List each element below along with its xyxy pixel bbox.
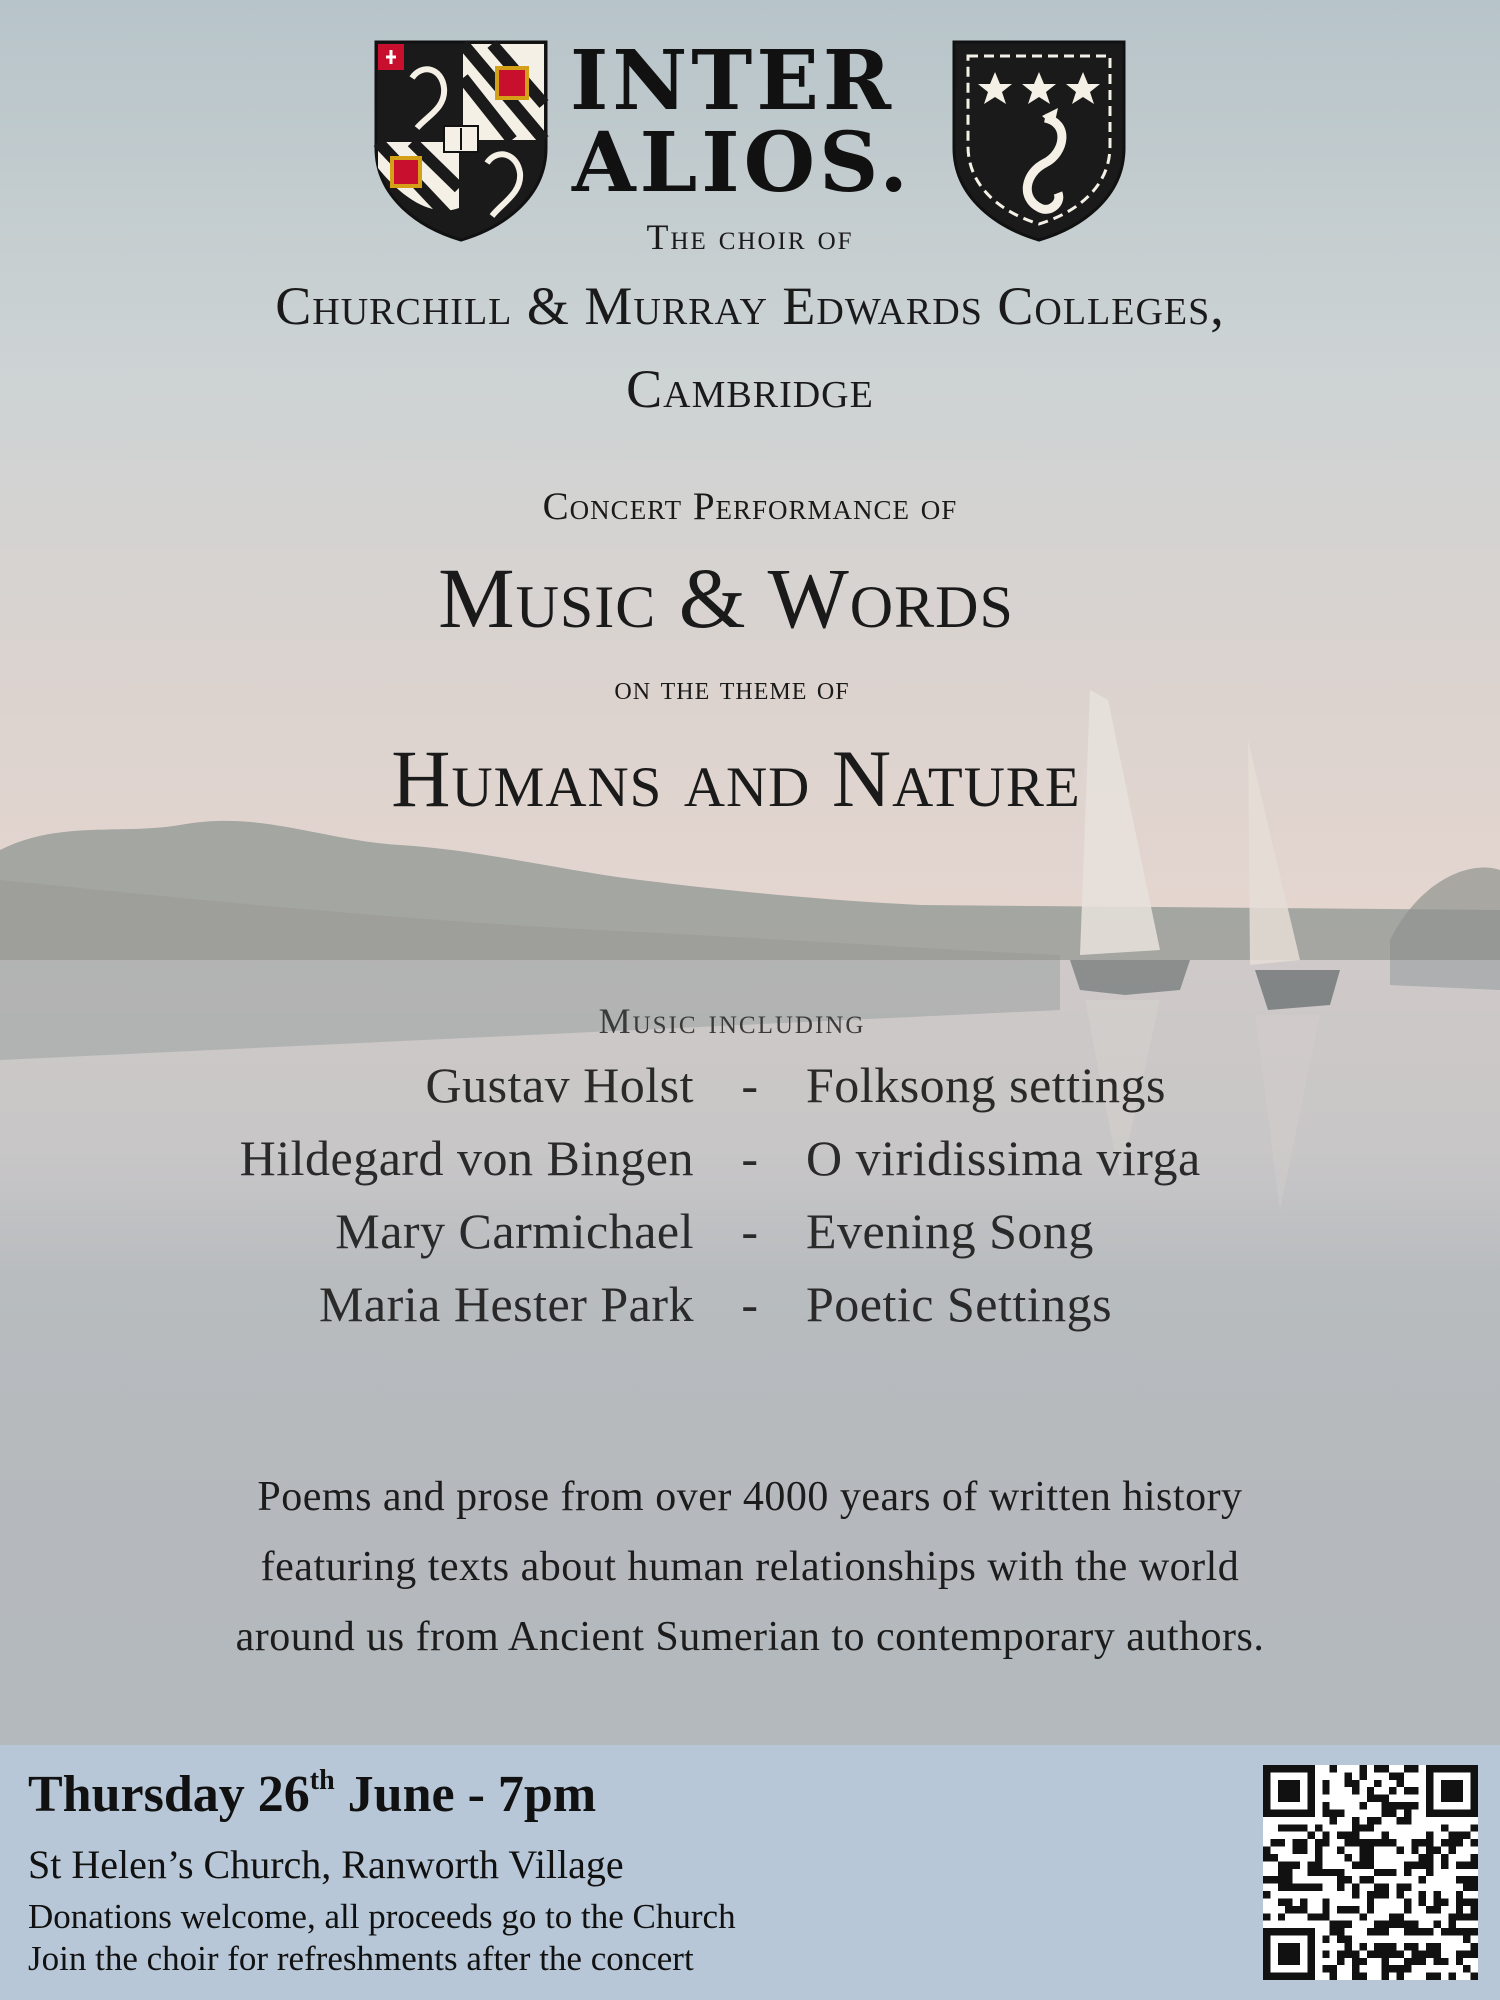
qr-code-icon[interactable] [1263, 1765, 1478, 1980]
separator: - [741, 1130, 759, 1186]
programme-item [0, 1202, 1500, 1275]
choir-of-label: The choir of [646, 217, 854, 257]
separator: - [741, 1057, 759, 1113]
churchill-college-arms-icon [372, 38, 550, 243]
separator: - [741, 1203, 759, 1259]
event-theme: Humans and Nature [391, 733, 1081, 824]
city-heading: Cambridge [626, 359, 874, 419]
blurb-line: featuring texts about human relationships with the world [260, 1544, 1240, 1590]
composer-name: Hildegard von Bingen [239, 1130, 694, 1186]
programme-heading: Music including [598, 1001, 866, 1041]
event-date-time [28, 1765, 596, 1824]
event-venue: St Helen’s Church, Ranworth Village [28, 1842, 624, 1887]
work-title: Folksong settings [806, 1057, 1166, 1113]
separator: - [741, 1276, 759, 1332]
wordmark-line-2: ALIOS. [572, 115, 912, 211]
date-ordinal: th [309, 1765, 335, 1796]
blurb-line: Poems and prose from over 4000 years of written history [257, 1474, 1243, 1520]
date-day: Thursday 26 [28, 1766, 310, 1823]
composer-name: Mary Carmichael [335, 1203, 694, 1259]
programme-item [0, 1275, 1500, 1348]
programme-item [0, 1129, 1500, 1202]
event-title: Music & Words [438, 550, 1014, 646]
theme-intro: on the theme of [614, 670, 850, 707]
programme-item [0, 1056, 1500, 1129]
wordmark-line-1: INTER [570, 33, 895, 129]
work-title: Evening Song [806, 1203, 1094, 1259]
description-blurb [60, 1462, 1440, 1672]
date-rest: June - 7pm [334, 1766, 597, 1823]
blurb-line: around us from Ancient Sumerian to contemporary authors. [235, 1614, 1265, 1660]
murray-edwards-college-arms-icon [950, 38, 1128, 243]
work-title: O viridissima virga [806, 1130, 1201, 1186]
choir-name-wordmark [570, 33, 940, 211]
programme-list [0, 1056, 1500, 1348]
work-title: Poetic Settings [806, 1276, 1113, 1332]
composer-name: Maria Hester Park [318, 1276, 694, 1332]
colleges-heading: Churchill & Murray Edwards Colleges, [275, 276, 1225, 336]
composer-name: Gustav Holst [425, 1057, 694, 1113]
donations-note: Donations welcome, all proceeds go to the Church [28, 1897, 736, 1936]
refreshments-note: Join the choir for refreshments after the concert [28, 1939, 694, 1978]
event-details-band [0, 1745, 1500, 2000]
concert-intro: Concert Performance of [542, 485, 958, 528]
brand-header [0, 30, 1500, 240]
